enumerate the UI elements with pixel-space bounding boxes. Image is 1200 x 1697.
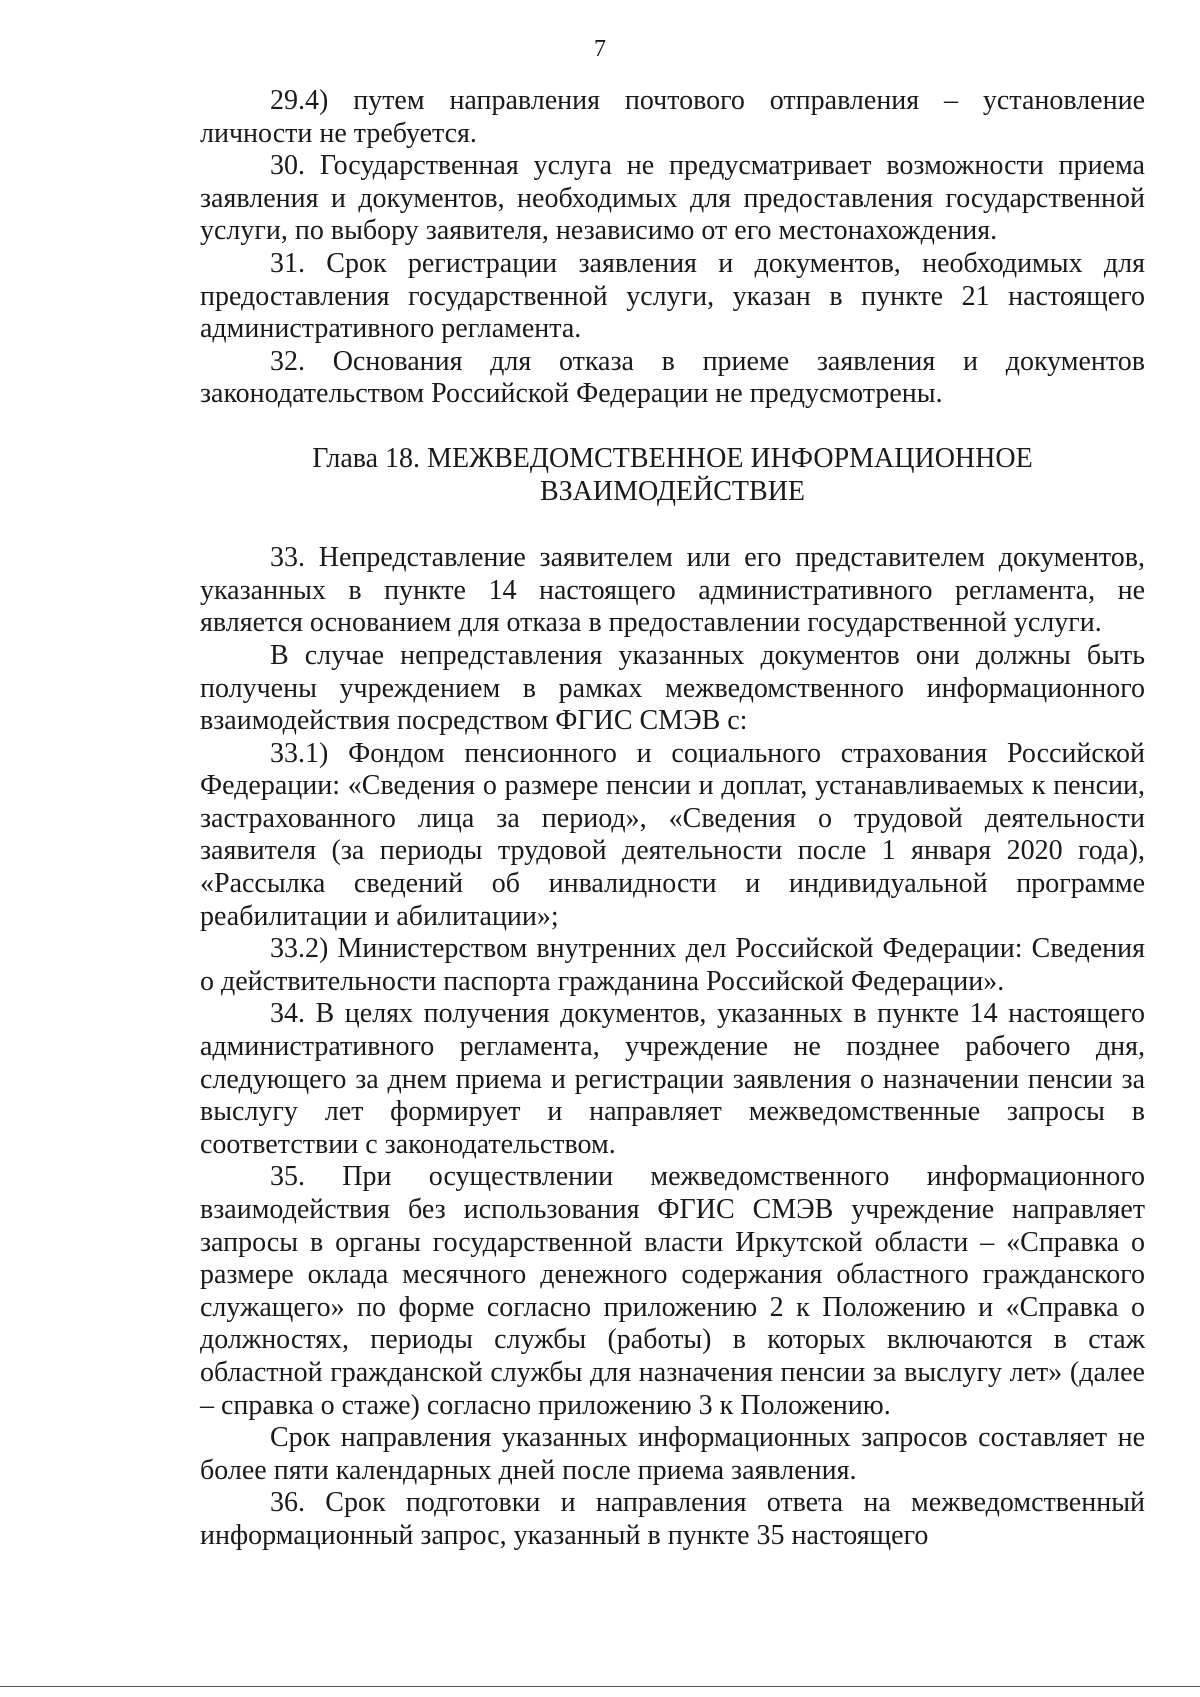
paragraph-34: 34. В целях получения документов, указанных в пункте 14 настоящего административного регламента, учреждение не позднее рабочего дня, следующего за днем приема и регистрации заявления о назначении пенсии за выслугу лет формирует и направляет межведомственные запросы в соответствии с законодательством. <box>200 998 1145 1160</box>
page-number: 7 <box>594 36 606 62</box>
paragraph-35-term: Срок направления указанных информационных запросов составляет не более пяти календарных дней после приема заявления. <box>200 1422 1145 1486</box>
paragraph-36: 36. Срок подготовки и направления ответа на межведомственный информационный запрос, указанный в пункте 35 настоящего <box>200 1487 1145 1551</box>
chapter-heading <box>200 443 1145 508</box>
paragraph-32: 32. Основания для отказа в приеме заявления и документов законодательством Российской Федерации не предусмотрены. <box>200 345 1145 410</box>
paragraph-33-1: 33.1) Фондом пенсионного и социального страхования Российской Федерации: «Сведения о размере пенсии и доплат, устанавливаемых к пенсии, застрахованного лица за период», «Сведения о трудовой деятельности заявителя (за периоды трудовой деятельности после 1 января 2020 года), «Рассылка сведений об инвалидности и индивидуальной программе реабилитации и абилитации»; <box>200 737 1145 932</box>
bottom-scan-edge <box>0 1686 1200 1687</box>
document-body <box>200 85 1145 1553</box>
paragraph-31: 31. Срок регистрации заявления и документов, необходимых для предоставления государственной услуги, указан в пункте 21 настоящего административного регламента. <box>200 247 1145 345</box>
paragraph-30: 30. Государственная услуга не предусматривает возможности приема заявления и документов, необходимых для предоставления государственной услуги, по выбору заявителя, независимо от его местонахождения. <box>200 150 1145 247</box>
paragraph-33-cases: В случае непредставления указанных документов они должны быть получены учреждением в рамках межведомственного информационного взаимодействия посредством ФГИС СМЭВ с: <box>200 639 1145 737</box>
paragraph-35: 35. При осуществлении межведомственного информационного взаимодействия без использования ФГИС СМЭВ учреждение направляет запросы в органы государственной власти Иркутской области – «Справка о размере оклада месячного денежного содержания областного гражданского служащего» по форме согласно приложению 2 к Положению и «Справка о должностях, периоды службы (работы) в которых включаются в стаж областной гражданской службы для назначения пенсии за выслугу лет» (далее – справка о стаже) согласно приложению 3 к Положению. <box>200 1161 1145 1421</box>
chapter-heading-line-2: ВЗАИМОДЕЙСТВИЕ <box>539 475 806 507</box>
chapter-heading-line-1: Глава 18. МЕЖВЕДОМСТВЕННОЕ ИНФОРМАЦИОННОЕ <box>312 442 1033 474</box>
paragraph-33: 33. Непредставление заявителем или его представителем документов, указанных в пункте 14 настоящего административного регламента, не является основанием для отказа в предоставлении государственной услуги. <box>200 542 1145 639</box>
paragraph-29-4: 29.4) путем направления почтового отправления – установление личности не требуется. <box>200 85 1145 149</box>
paragraph-33-2: 33.2) Министерством внутренних дел Российской Федерации: Сведения о действительности паспорта гражданина Российской Федерации». <box>200 933 1145 997</box>
